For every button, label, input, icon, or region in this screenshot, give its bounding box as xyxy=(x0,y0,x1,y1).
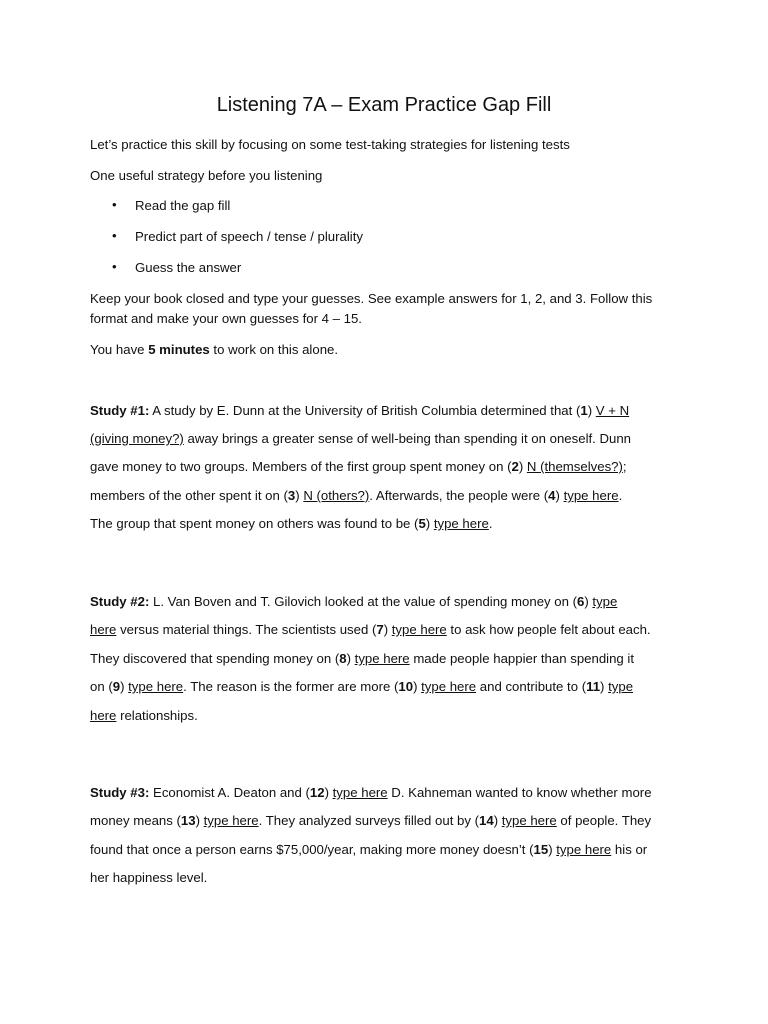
study1-line-3: gave money to two groups. Members of the first group spent money on (2) N (themselves?); xyxy=(90,459,627,474)
study2-line-1: Study #2: L. Van Boven and T. Gilovich looked at the value of spending money on (6) type xyxy=(90,594,618,609)
gap-number: 6 xyxy=(577,594,585,609)
gap-field-6[interactable]: type xyxy=(592,594,618,609)
study3-line-4: her happiness level. xyxy=(90,870,208,885)
study-text: gave money to two groups. Members of the first group spent money on ( xyxy=(90,459,512,474)
gap-number: 4 xyxy=(548,488,556,503)
study-text: L. Van Boven and T. Gilovich looked at the value of spending money on ( xyxy=(149,594,578,609)
study1-line-2 xyxy=(90,430,631,448)
bullet-dot: • xyxy=(112,197,117,212)
gap-field-14[interactable]: type here xyxy=(501,813,557,828)
intro-line-1: Let’s practice this skill by focusing on some test-taking strategies for listening tests xyxy=(90,137,570,152)
gap-number: 7 xyxy=(376,622,384,637)
gap-field-8[interactable]: type here xyxy=(354,651,410,666)
bullet-item: Read the gap fill xyxy=(135,198,231,213)
study1-line-5: The group that spent money on others was found to be (5) type here. xyxy=(90,516,493,531)
gap-number: 10 xyxy=(398,679,414,694)
study-text: his or xyxy=(611,842,648,857)
study-text: money means ( xyxy=(90,813,181,828)
study1-line-4: members of the other spent it on (3) N (others?). Afterwards, the people were (4) type here. xyxy=(90,488,623,503)
study-text: . Afterwards, the people were ( xyxy=(369,488,549,503)
study-text: and contribute to ( xyxy=(476,679,587,694)
gap-field-9[interactable]: type here xyxy=(128,679,184,694)
gap-field-12[interactable]: type here xyxy=(332,785,388,800)
study1-line-1: Study #1: A study by E. Dunn at the University of British Columbia determined that (1) V + N xyxy=(90,403,630,418)
study-text: The group that spent money on others was found to be ( xyxy=(90,516,419,531)
study-text: versus material things. The scientists used ( xyxy=(116,622,377,637)
gap-number: 9 xyxy=(112,679,121,694)
time-text: You have xyxy=(90,342,149,357)
study-text: . The reason is the former are more ( xyxy=(183,679,399,694)
gap-answer-2[interactable]: N (themselves?) xyxy=(526,459,623,474)
gap-field-7[interactable]: type here xyxy=(391,622,447,637)
study2-line-3: They discovered that spending money on (8) type here made people happier than spending it xyxy=(90,651,635,666)
gap-number: 8 xyxy=(339,651,347,666)
gap-field-4[interactable]: type here xyxy=(563,488,619,503)
study-text: D. Kahneman wanted to know whether more xyxy=(387,785,652,800)
study-text: They discovered that spending money on ( xyxy=(90,651,340,666)
gap-number: 5 xyxy=(418,516,426,531)
study3-label: Study #3: xyxy=(90,785,150,800)
bullet-dot: • xyxy=(112,259,117,274)
study2-line-4: on (9) type here. The reason is the former are more (10) type here and contribute to (11) type xyxy=(90,679,634,694)
study-text: found that once a person earns $75,000/year, making more money doesn’t ( xyxy=(90,842,534,857)
study-text: A study by E. Dunn at the University of British Columbia determined that ( xyxy=(149,403,581,418)
gap-field-11[interactable]: type xyxy=(608,679,634,694)
gap-number: 14 xyxy=(479,813,494,828)
bullet-item: Predict part of speech / tense / plurality xyxy=(135,229,363,244)
study1-label: Study #1: xyxy=(90,403,150,418)
study-text: on ( xyxy=(90,679,113,694)
study-text: away brings a greater sense of well-being than spending it on oneself. Dunn xyxy=(183,431,632,446)
gap-answer-3[interactable]: N (others?) xyxy=(303,488,370,503)
study-text: Economist A. Deaton and ( xyxy=(149,785,310,800)
gap-field-6[interactable]: here xyxy=(90,622,117,637)
gap-answer-1[interactable]: V + N xyxy=(595,403,630,418)
time-limit-line xyxy=(90,341,338,359)
gap-field-5[interactable]: type here xyxy=(433,516,489,531)
gap-number: 13 xyxy=(180,813,196,828)
gap-field-13[interactable]: type here xyxy=(203,813,259,828)
study-text: of people. They xyxy=(556,813,652,828)
gap-number: 1 xyxy=(580,403,588,418)
study3-line-2: money means (13) type here. They analyzed surveys filled out by (14) type here of people. They xyxy=(90,813,652,828)
study2-line-5 xyxy=(90,707,198,725)
gap-number: 11 xyxy=(586,679,601,694)
study-text: members of the other spent it on ( xyxy=(90,488,288,503)
study3-line-1: Study #3: Economist A. Deaton and (12) type here D. Kahneman wanted to know whether more xyxy=(90,785,652,800)
study2-label: Study #2: xyxy=(90,594,150,609)
gap-number: 2 xyxy=(511,459,519,474)
page-title: Listening 7A – Exam Practice Gap Fill xyxy=(216,94,552,116)
study-text: to ask how people felt about each. xyxy=(446,622,651,637)
study-text: . They analyzed surveys filled out by ( xyxy=(258,813,480,828)
instructions-line-2: format and make your own guesses for 4 – 15. xyxy=(90,311,362,326)
gap-number: 15 xyxy=(533,842,549,857)
gap-field-15[interactable]: type here xyxy=(556,842,612,857)
gap-field-10[interactable]: type here xyxy=(421,679,477,694)
gap-number: 12 xyxy=(309,785,325,800)
gap-number: 3 xyxy=(287,488,296,503)
time-text: to work on this alone. xyxy=(209,342,339,357)
study3-line-3: found that once a person earns $75,000/year, making more money doesn’t (15) type here his or xyxy=(90,842,648,857)
study-text: made people happier than spending it xyxy=(409,651,635,666)
intro-line-2: One useful strategy before you listening xyxy=(90,168,323,183)
bullet-dot: • xyxy=(112,228,117,243)
gap-field-11[interactable]: here xyxy=(90,708,117,723)
gap-answer-1[interactable]: (giving money?) xyxy=(90,431,184,446)
bullet-item: Guess the answer xyxy=(135,260,242,275)
study-text: relationships. xyxy=(116,708,198,723)
time-duration: 5 minutes xyxy=(148,342,210,357)
instructions-line-1: Keep your book closed and type your guesses. See example answers for 1, 2, and 3. Follow this xyxy=(90,291,653,306)
study2-line-2: here versus material things. The scientists used (7) type here to ask how people felt about each. xyxy=(90,622,651,637)
